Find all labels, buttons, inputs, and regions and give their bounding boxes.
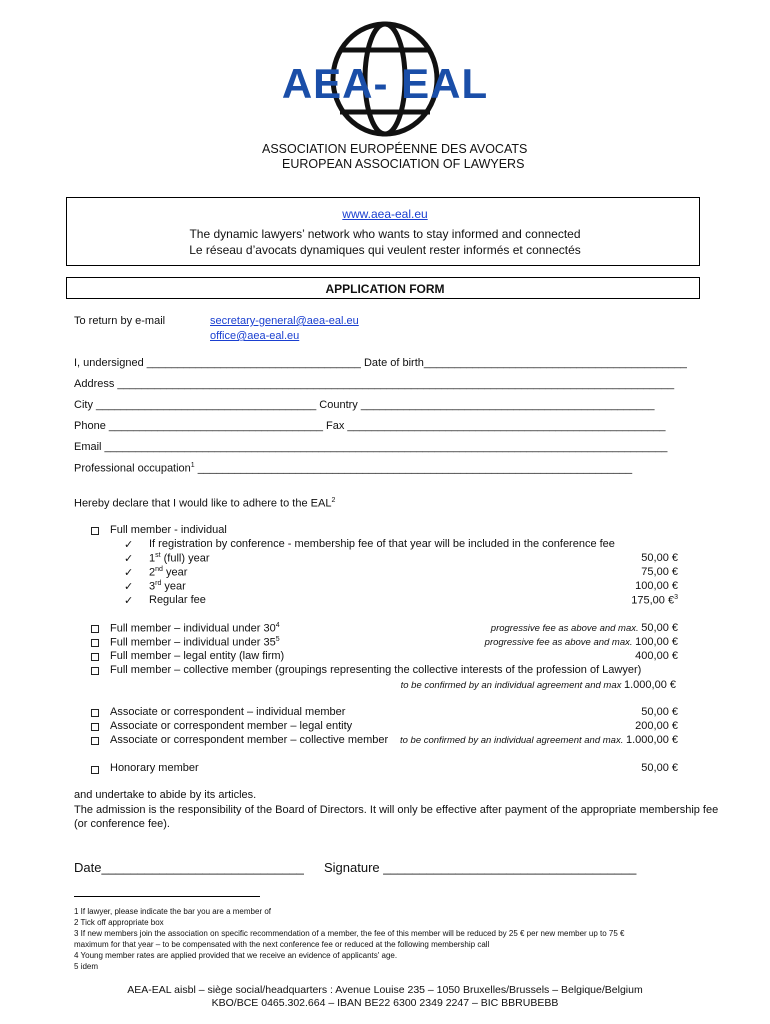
closing-line-2: The admission is the responsibility of the Board of Directors. It will only be effective after payment of the appropriate membership fee <box>74 804 719 816</box>
form-title: APPLICATION FORM <box>325 282 445 296</box>
footnote: 2 Tick off appropriate box <box>74 918 164 927</box>
associate-fee: to be confirmed by an individual agreement and max. 1.000,00 € <box>399 734 678 746</box>
logo <box>270 20 500 138</box>
member-fee: progressive fee as above and max. 50,00 € <box>490 622 678 634</box>
logo-text: AEA- EAL <box>281 60 489 107</box>
footnote: 3 If new members join the association on specific recommendation of a member, the fee of this member will be reduced by 25 € per new member up to 75 € <box>74 929 625 938</box>
member-label: Full member – legal entity (law firm) <box>110 650 285 662</box>
associate-checkbox[interactable] <box>91 709 99 717</box>
field-phone-fax[interactable]: Phone ___________________________________ Fax ____________________________________________________ <box>74 420 666 432</box>
check-icon: ✓ <box>124 567 134 579</box>
check-icon: ✓ <box>124 539 134 551</box>
field-city-country[interactable]: City ____________________________________ Country ________________________________________________ <box>74 399 655 411</box>
associate-label: Associate or correspondent member – collective member <box>110 734 389 746</box>
return-label: To return by e-mail <box>74 315 166 327</box>
footnote-ref: 1 <box>190 462 195 469</box>
closing-line-3: (or conference fee). <box>74 818 170 830</box>
tagline-en: The dynamic lawyers’ network who wants to stay informed and connected <box>189 227 581 241</box>
conference-note: If registration by conference - membership fee of that year will be included in the conference fee <box>149 538 615 550</box>
year-label: 2nd year <box>149 566 188 579</box>
closing-line-1: and undertake to abide by its articles. <box>74 789 257 801</box>
checkbox-honorary[interactable] <box>91 766 99 774</box>
signature-field[interactable]: Signature ___________________________________ <box>324 860 637 875</box>
occupation-label: Professional occupation <box>74 462 191 475</box>
field-undersigned[interactable]: I, undersigned ___________________________________ Date of birth___________________________________________ <box>74 357 687 369</box>
field-occupation[interactable] <box>74 462 632 475</box>
tagline-fr: Le réseau d’avocats dynamiques qui veulent rester informés et connectés <box>189 243 581 257</box>
footnote: 5 idem <box>74 962 99 971</box>
email-link-office[interactable]: office@aea-eal.eu <box>210 330 300 342</box>
associate-checkbox[interactable] <box>91 737 99 745</box>
footnote-divider <box>74 896 260 897</box>
check-icon: ✓ <box>124 581 134 593</box>
footnote: 1 If lawyer, please indicate the bar you are a member of <box>74 907 271 916</box>
footer-line-1: AEA-EAL aisbl – siège social/headquarters : Avenue Louise 235 – 1050 Bruxelles/Brussels – Belgique/Belgium <box>127 984 643 996</box>
associate-fee: 50,00 € <box>641 706 678 718</box>
associate-label: Associate or correspondent – individual member <box>110 706 346 718</box>
year-fee: 100,00 € <box>635 580 678 592</box>
member-checkbox[interactable] <box>91 639 99 647</box>
associate-label: Associate or correspondent member – legal entity <box>110 720 353 732</box>
footnote: maximum for that year – to be compensated with the next conference fee or reduced at the following membership call <box>74 940 490 949</box>
year-fee: 50,00 € <box>641 552 678 564</box>
honorary-fee: 50,00 € <box>641 762 678 774</box>
year-fee: 75,00 € <box>641 566 678 578</box>
member-label: Full member – individual under $30^4$ <box>110 622 280 635</box>
declaration: Hereby declare that I would like to adhere to the EAL$^2$ <box>74 497 336 510</box>
checkbox-full-individual[interactable] <box>91 527 99 535</box>
email-link-secretary[interactable]: secretary-general@aea-eal.eu <box>210 315 359 327</box>
check-icon: ✓ <box>124 595 134 607</box>
member-label: Full member – individual under $35^5$ <box>110 636 280 649</box>
member-label: Full member – collective member (groupings representing the collective interests of the profession of Lawyer) <box>110 664 642 676</box>
member-checkbox[interactable] <box>91 653 99 661</box>
footnote: 4 Young member rates are applied provided that we receive an evidence of applicants' age. <box>74 951 398 960</box>
date-field[interactable]: Date____________________________ <box>74 860 304 875</box>
associate-checkbox[interactable] <box>91 723 99 731</box>
check-icon: ✓ <box>124 553 134 565</box>
member-fee: progressive fee as above and max. 100,00 € <box>484 636 678 648</box>
year-label: Regular fee <box>149 594 206 606</box>
member-fee: 400,00 € <box>635 650 678 662</box>
year-fee: 175,00 €$^3$ <box>631 594 678 607</box>
honorary-label: Honorary member <box>110 762 199 774</box>
field-email[interactable]: Email ____________________________________________________________________________________________ <box>74 441 668 453</box>
year-label: 3rd year <box>149 580 186 593</box>
assoc-name-en: EUROPEAN ASSOCIATION OF LAWYERS <box>282 157 525 171</box>
occupation-line: _______________________________________________________________________ <box>194 462 633 475</box>
member-checkbox[interactable] <box>91 667 99 675</box>
assoc-name-fr: ASSOCIATION EUROPÉENNE DES AVOCATS <box>262 142 528 156</box>
website-link[interactable]: www.aea-eal.eu <box>342 207 428 221</box>
collective-fee-row: to be confirmed by an individual agreement and max 1.000,00 € <box>400 679 676 691</box>
field-address[interactable]: Address ___________________________________________________________________________________________ <box>74 378 675 390</box>
associate-fee: 200,00 € <box>635 720 678 732</box>
member-checkbox[interactable] <box>91 625 99 633</box>
footer-line-2: KBO/BCE 0465.302.664 – IBAN BE22 6300 2349 2247 – BIC BBRUBEBB <box>211 997 559 1009</box>
year-label: 1st (full) year <box>149 552 210 565</box>
full-individual-label: Full member - individual <box>110 524 227 536</box>
